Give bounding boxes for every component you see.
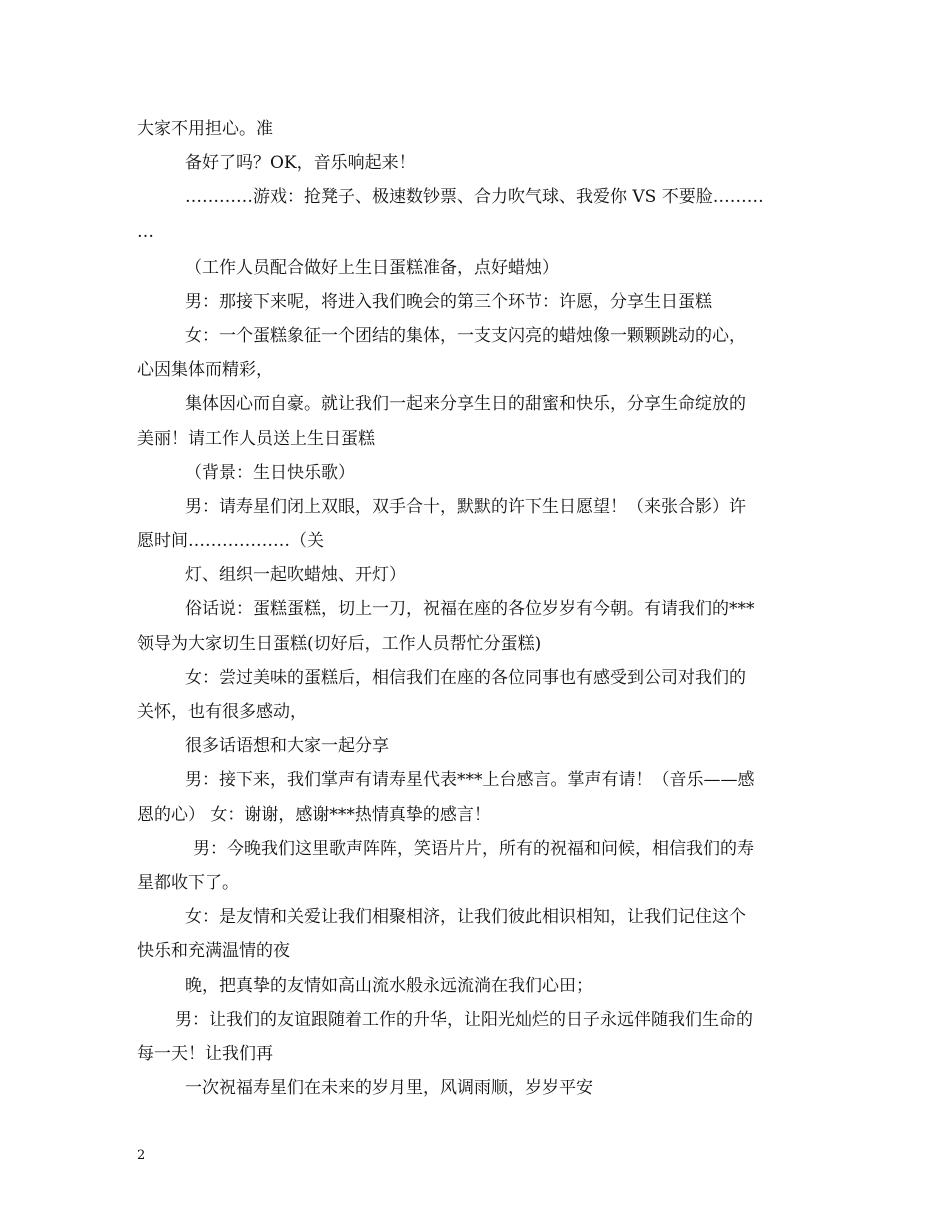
text-line: 备好了吗？OK，音乐响起来！	[185, 153, 416, 173]
text-line: 一次祝福寿星们在未来的岁月里，风调雨顺，岁岁平安	[185, 1078, 593, 1098]
text-line: 关怀，也有很多感动，	[137, 702, 307, 722]
text-line: （工作人员配合做好上生日蛋糕准备，点好蜡烛）	[185, 258, 559, 278]
page-number: 2	[137, 1148, 146, 1163]
text-line: 快乐和充满温情的夜	[137, 941, 290, 961]
text-line: 男：那接下来呢，将进入我们晚会的第三个环节：许愿，分享生日蛋糕	[185, 292, 712, 312]
text-line: 男：请寿星们闭上双眼，双手合十，默默的许下生日愿望！（来张合影）许	[185, 497, 746, 517]
text-line: 俗话说：蛋糕蛋糕，切上一刀，祝福在座的各位岁岁有今朝。有请我们的***	[185, 599, 755, 619]
text-line: 很多话语想和大家一起分享	[185, 736, 389, 756]
text-line: 女：是友情和关爱让我们相聚相济，让我们彼此相识相知，让我们记住这个	[185, 907, 746, 927]
text-line: 男：让我们的友谊跟随着工作的升华，让阳光灿烂的日子永远伴随我们生命的	[175, 1010, 753, 1030]
text-line: 男：今晚我们这里歌声阵阵，笑语片片，所有的祝福和问候，相信我们的寿	[193, 839, 754, 859]
text-line: （背景：生日快乐歌）	[185, 463, 355, 483]
text-line: …	[137, 222, 154, 242]
text-line: 每一天！让我们再	[137, 1044, 273, 1064]
text-line: 心因集体而精彩，	[137, 360, 273, 380]
text-line: 星都收下了。	[137, 873, 239, 893]
text-line: 晚，把真挚的友情如高山流水般永远流淌在我们心田；	[185, 976, 593, 996]
text-line: 男：接下来，我们掌声有请寿星代表***上台感言。掌声有请！（音乐——感	[185, 770, 755, 790]
text-line: …………游戏：抢凳子、极速数钞票、合力吹气球、我爱你 VS 不要脸………	[185, 187, 764, 207]
text-line: 大家不用担心。准	[137, 119, 273, 139]
text-line: 愿时间………………（关	[137, 531, 324, 551]
text-line: 美丽！请工作人员送上生日蛋糕	[137, 429, 375, 449]
text-line: 恩的心） 女：谢谢，感谢***热情真挚的感言！	[137, 805, 491, 825]
text-line: 女：一个蛋糕象征一个团结的集体，一支支闪亮的蜡烛像一颗颗跳动的心，	[185, 326, 746, 346]
text-line: 灯、组织一起吹蜡烛、开灯）	[185, 565, 406, 585]
text-line: 女：尝过美味的蛋糕后，相信我们在座的各位同事也有感受到公司对我们的	[185, 668, 746, 688]
text-line: 领导为大家切生日蛋糕(切好后，工作人员帮忙分蛋糕)	[137, 634, 542, 654]
text-line: 集体因心而自豪。就让我们一起来分享生日的甜蜜和快乐，分享生命绽放的	[185, 394, 746, 414]
